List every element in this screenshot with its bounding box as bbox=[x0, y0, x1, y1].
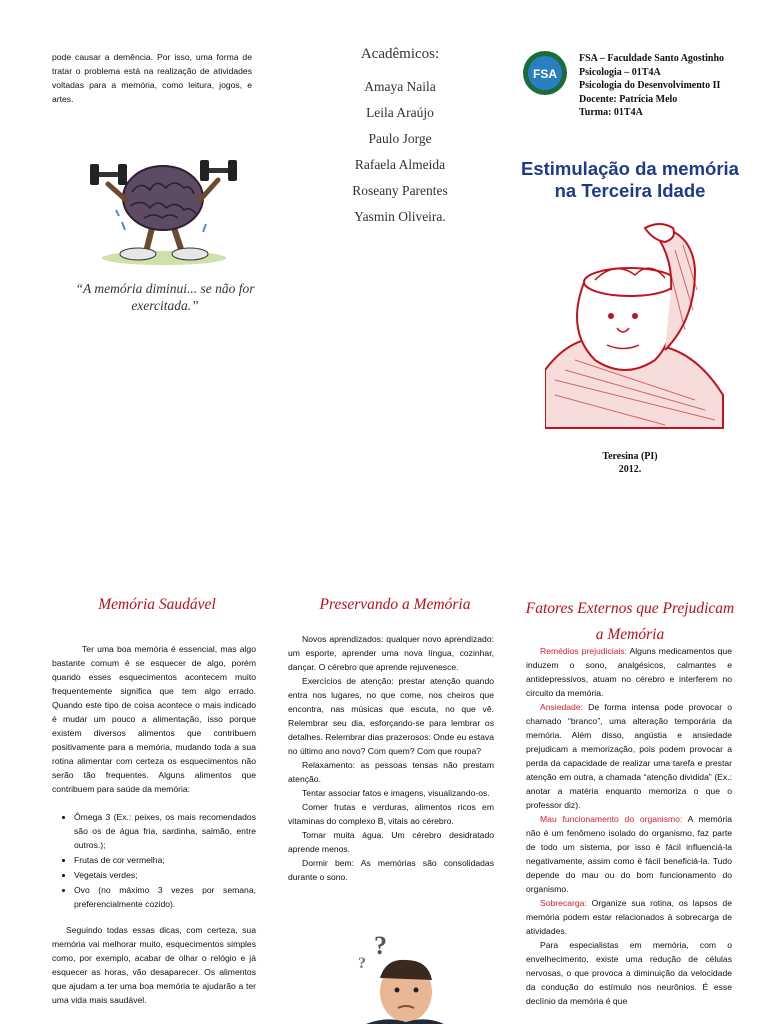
svg-text:?: ? bbox=[374, 931, 387, 960]
academic-name: Amaya Naila bbox=[364, 79, 436, 94]
svg-text:?: ? bbox=[358, 955, 366, 972]
external-item-label: Mau funcionamento do organismo: bbox=[540, 814, 683, 824]
healthy-paragraph: Ter uma boa memória é essencial, mas algo bastante comum é se esquecer de algo, porém quando esses esquecimentos acontecem muito frequentemente significa que tem algo errado. Quando este tipo de coisa acontece o mais indicado é mudar um pouco a alimentação, isso porque existem diversos alimentos que contribuem positivamente para a memória, mudando toda a sua rotina alimentar com certeza os esquecimentos não serão tão frequentes. Alguns alimentos que contribuem para saúde da memória: bbox=[52, 644, 256, 794]
logo-text: FSA bbox=[533, 67, 557, 81]
healthy-closing: Seguindo todas essas dicas, com certeza, sua memória vai melhorar muito, esquecimentos simples como, por exemplo, acabar de olhar o relógio e já esquecer as horas, vão desaparecer. Os alimentos que ajudam a ter uma boa memória te ajudarão a ter uma vida mais saudável. bbox=[52, 925, 256, 1005]
cover-footer bbox=[560, 450, 700, 476]
external-section bbox=[526, 644, 732, 1008]
food-list bbox=[52, 810, 256, 911]
preserve-paragraph: Comer frutas e verduras, alimentos ricos em vitaminas do complexo B, vitais ao cérebro. bbox=[288, 802, 494, 826]
academic-name: Roseany Parentes bbox=[352, 183, 448, 198]
brain-dumbbells-illustration bbox=[82, 140, 240, 268]
academics-list bbox=[300, 74, 500, 230]
preserve-paragraph: Exercícios de atenção: prestar atenção quando entra nos lugares, no que come, nos cheiros que encontra, nas músicas que escuta, no que vê. Relembrar seu dia, esforçando-se para lembrar os detalhes. Relembrar dias prazerosos: Onde eu estava no último ano novo? Com quem? Com que roupa? bbox=[288, 676, 494, 756]
info-line: Psicologia do Desenvolvimento II bbox=[579, 80, 721, 91]
healthy-section bbox=[52, 642, 256, 1007]
external-item bbox=[526, 644, 732, 700]
external-item-label: Sobrecarga: bbox=[540, 898, 587, 908]
academic-name: Rafaela Almeida bbox=[354, 157, 446, 172]
info-line: FSA – Faculdade Santo Agostinho bbox=[579, 53, 725, 64]
cover-city: Teresina (PI) bbox=[602, 451, 658, 462]
healthy-title: Memória Saudável bbox=[98, 596, 216, 613]
external-item-text: A memória não é um fenômeno isolado do organismo, faz parte de todo um sistema, por isso é fácil influenciá-la negativamente, assim como é fácil beneficiá-la. Tudo depende do mau ou do bom funcionamento do organismo. bbox=[526, 814, 732, 894]
academics-heading: Acadêmicos: bbox=[360, 46, 440, 62]
preserve-paragraph: Tomar muita água. Um cérebro desidratado aprende menos. bbox=[288, 830, 494, 854]
external-item bbox=[526, 812, 732, 896]
external-item-label: Ansiedade: bbox=[540, 702, 584, 712]
info-line: Psicologia – 01T4A bbox=[579, 66, 661, 78]
preserve-title: Preservando a Memória bbox=[319, 596, 471, 613]
confused-man-illustration bbox=[336, 928, 446, 1024]
list-item: • Frutas de cor vermelha; bbox=[74, 853, 256, 867]
academic-name: Yasmin Oliveira. bbox=[354, 209, 446, 224]
head-illustration bbox=[545, 220, 725, 430]
external-title: Fatores Externos que Prejudicam a Memória bbox=[525, 600, 735, 643]
list-item: • Ômega 3 (Ex.: peixes, os mais recomendados são os de água fria, sardinha, salmão, entre outros.); bbox=[74, 810, 256, 852]
external-item bbox=[526, 700, 732, 812]
memory-quote: “A memória diminui... se não for exercitada.” bbox=[75, 281, 255, 313]
academic-name: Leila Araújo bbox=[366, 105, 434, 120]
external-closing: Para especialistas em memória, com o envelhecimento, existe uma redução de células nervosas, o que provoca a diminuição da velocidade da condução do estímulo nos neurônios. É esse declínio da memória é que bbox=[526, 940, 732, 1006]
info-line: Docente: Patrícia Melo bbox=[579, 93, 678, 105]
preserve-paragraph: Tentar associar fatos e imagens, visualizando-os. bbox=[302, 788, 490, 798]
external-item bbox=[526, 896, 732, 938]
preserve-paragraph: Novos aprendizados: qualquer novo aprendizado: um esporte, aprender uma nova língua, cozinhar, dançar. O cérebro que aprende rejuvenesce. bbox=[288, 634, 494, 672]
list-item: • Ovo (no máximo 3 vezes por semana, preferencialmente cozido). bbox=[74, 883, 256, 911]
cover-title: Estimulação da memória na Terceira Idade bbox=[521, 158, 739, 201]
external-item-text: De forma intensa pode provocar o chamado “branco”, uma alteração temporária da memória. Além disso, angústia e ansiedade prejudicam a memorização, pois podem provocar a perda da capacidade de realizar uma tarefa e prestar atenção em outra, a chamada “atenção dividida” (Ex.: anotar a matéria enquanto memoriza o que o professor diz). bbox=[526, 702, 732, 810]
preserve-paragraph: Relaxamento: as pessoas tensas não prestam atenção. bbox=[288, 760, 494, 784]
preserve-paragraph: Dormir bem: As memórias são consolidadas durante o sono. bbox=[288, 858, 494, 882]
preserve-section bbox=[288, 632, 494, 884]
info-line: Turma: 01T4A bbox=[579, 107, 643, 118]
course-info bbox=[579, 52, 759, 120]
list-item: • Vegetais verdes; bbox=[74, 868, 256, 882]
external-item-text: Organize sua rotina, os lapsos de memória podem estar relacionados à sobrecarga de atividades. bbox=[526, 898, 732, 936]
external-item-text: Alguns medicamentos que induzem o sono, analgésicos, calmantes e antidepressivos, atuam no cérebro e interferem no circuito da memória. bbox=[526, 646, 732, 698]
external-item-label: Remédios prejudiciais: bbox=[540, 646, 628, 656]
fsa-logo bbox=[522, 50, 568, 96]
academic-name: Paulo Jorge bbox=[368, 131, 432, 146]
intro-text: pode causar a demência. Por isso, uma forma de tratar o problema está na realização de atividades voltadas para a memória, como leitura, jogos, e artes. bbox=[52, 52, 252, 104]
cover-year: 2012. bbox=[618, 464, 642, 475]
